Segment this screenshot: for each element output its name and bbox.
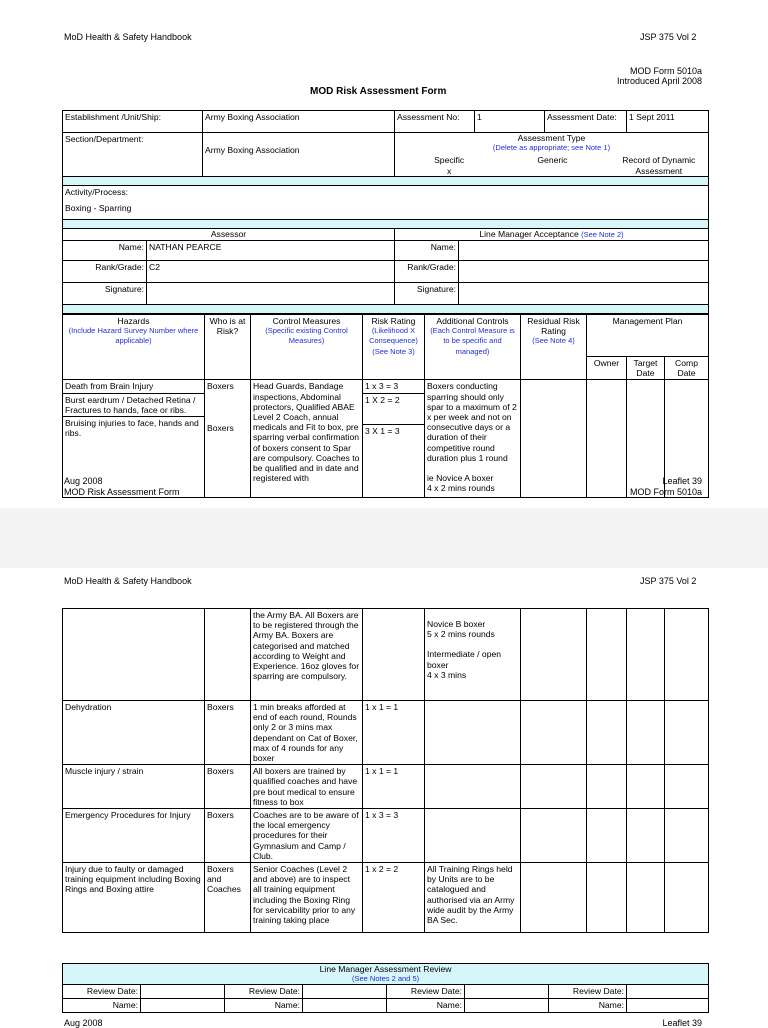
assessor-rank-value: C2 [147,261,395,283]
col-risk-note: (Likelihood X Consequence) [369,326,418,346]
header-right: JSP 375 Vol 2 [640,32,697,42]
form-title: MOD Risk Assessment Form [310,86,447,97]
line-manager-label: Line Manager Acceptance [479,229,579,239]
comp-cell[interactable] [665,609,709,701]
review-name-label: Name: [225,999,303,1013]
specific-option[interactable] [395,155,503,175]
hazard-cell: Emergency Procedures for Injury [63,809,205,863]
control-cell: Coaches are to be aware of the local emergency procedures for their Gymnasium and Camp / Club. [251,809,363,863]
review-title: Line Manager Assessment Review [319,964,452,974]
col-additional [425,315,521,380]
manager-rank-label: Rank/Grade: [395,261,459,283]
review-date-label: Review Date: [225,985,303,999]
risk-a: 1 x 3 = 3 [363,380,424,393]
activity-label: Activity/Process: [65,186,129,197]
target-cell[interactable] [627,765,665,809]
review-date-field[interactable] [627,985,709,999]
additional-text-3: Intermediate / open boxer [427,649,502,670]
col-risk [363,315,425,380]
review-name-field[interactable] [465,999,549,1013]
assessment-no-value: 1 [475,111,545,133]
assessor-table [62,228,709,314]
owner-cell[interactable] [587,701,627,765]
target-cell[interactable] [627,863,665,933]
review-name-label: Name: [387,999,465,1013]
who-cell: Boxers [205,701,251,765]
risk-cell: 1 x 3 = 3 [363,809,425,863]
additional-text: Novice B boxer [427,619,486,629]
assessment-date-value: 1 Sept 2011 [627,111,709,133]
who-a: Boxers [207,381,234,392]
target-cell[interactable] [627,809,665,863]
hazard-cell: Muscle injury / strain [63,765,205,809]
header-right: JSP 375 Vol 2 [640,576,697,586]
owner-cell[interactable] [587,863,627,933]
control-cell: Head Guards, Bandage inspections, Abdominal protectors, Qualified ABAE Level 2 Coach, annual medicals and Fit to box, pre sparring verbal confirmation of boxers consent to Spar are compulsory. Coaches to be qualified and in date and registered with [251,380,363,498]
who-cell [205,380,251,498]
comp-cell[interactable] [665,863,709,933]
table-row [63,765,709,809]
col-risk-label: Risk Rating [371,316,416,326]
assessor-rank-label: Rank/Grade: [63,261,147,283]
risk-cell [363,609,425,701]
who-c: Boxers [207,423,234,434]
spacer-row [63,305,709,314]
page-1 [0,0,768,508]
activity-value: Boxing - Sparring [65,203,132,214]
col-risk-note2: (See Note 3) [372,346,415,356]
target-cell[interactable] [627,701,665,765]
table-row [63,809,709,863]
assessment-no-label: Assessment No: [395,111,475,133]
risk-cell: 1 x 1 = 1 [363,701,425,765]
col-residual [521,315,587,380]
col-hazards-label: Hazards [117,316,150,326]
owner-cell[interactable] [587,609,627,701]
table-row [63,701,709,765]
assessor-heading: Assessor [63,229,395,241]
hazard-b: Burst eardrum / Detached Retina / Fractures to hands, face or ribs. [63,394,204,417]
review-name-field[interactable] [303,999,387,1013]
col-control-label: Control Measures [272,316,341,326]
review-heading [63,964,709,985]
assessment-type-note: (Delete as appropriate; see Note 1) [492,143,611,153]
comp-cell[interactable] [665,765,709,809]
assessment-type-cell [395,133,709,177]
manager-name-value[interactable] [459,241,709,261]
who-cell [205,609,251,701]
hazard-cell: Injury due to faulty or damaged training equipment including Boxing Rings and Boxing attire [63,863,205,933]
owner-cell[interactable] [587,809,627,863]
additional-text-2: ie Novice A boxer [427,473,494,484]
col-hazards [63,315,205,380]
hazard-a: Death from Brain Injury [63,380,204,393]
footer-left-2: MOD Risk Assessment Form [64,487,180,497]
residual-cell[interactable] [521,701,587,765]
specific-mark: x [446,165,452,176]
table-row [63,863,709,933]
review-date-field[interactable] [141,985,225,999]
establishment-label: Establishment /Unit/Ship: [63,111,203,133]
introduced-date: Introduced April 2008 [616,76,702,86]
target-cell[interactable] [627,609,665,701]
footer-right-1: Leaflet 39 [662,476,702,486]
page-2 [0,568,768,1028]
manager-signature-label: Signature: [395,283,459,305]
activity-cell [63,185,709,219]
review-date-label: Review Date: [549,985,627,999]
section-label: Section/Department: [63,133,203,177]
hazard-cell [63,609,205,701]
risk-c: 3 X 1 = 3 [365,425,400,436]
header-left: MoD Health & Safety Handbook [64,32,192,42]
assessment-info-table [62,110,709,229]
review-date-label: Review Date: [63,985,141,999]
col-residual-note: (See Note 4) [532,336,575,346]
footer-right: Leaflet 39 [662,1018,702,1028]
assessor-name-value: NATHAN PEARCE [147,241,395,261]
control-cell: 1 min breaks afforded at end of each round, Rounds only 2 or 3 mins max dependant on Cat of Boxer, max of 4 rounds for any boxer [251,701,363,765]
review-name-field[interactable] [627,999,709,1013]
who-cell: Boxers [205,765,251,809]
review-note: (See Notes 2 and 5) [351,974,420,984]
comp-cell[interactable] [665,701,709,765]
dynamic-option[interactable]: Record of Dynamic Assessment [622,155,696,176]
review-name-label: Name: [63,999,141,1013]
hazards-table-page2 [62,608,709,933]
hazard-c: Bruising injuries to face, hands and ribs. [65,418,199,439]
footer-left: Aug 2008 [64,1018,103,1028]
additional-cell [425,765,521,809]
review-name-label: Name: [549,999,627,1013]
additional-cell [425,701,521,765]
hazard-cell: Dehydration [63,701,205,765]
col-control-note: (Specific existing Control Measures) [265,326,348,346]
who-cell: Boxers [205,809,251,863]
control-cell: the Army BA. All Boxers are to be registered through the Army BA. Boxers are categorised and matched according to Weight and Experience. 16oz gloves for sparring are compulsory. [251,609,363,701]
additional-text: Boxers conducting sparring should only spar to a maximum of 2 x per week and not on consecutive days or a duration of their competitive round duration plus 1 round [427,381,517,463]
additional-cell [425,809,521,863]
additional-text-3: 4 x 2 mins rounds [427,483,495,494]
spacer-row [63,219,709,228]
risk-cell: 1 x 2 = 2 [363,863,425,933]
col-residual-label: Residual Risk Rating [527,316,580,337]
residual-cell[interactable] [521,765,587,809]
residual-cell[interactable] [521,863,587,933]
hazards-table-page1 [62,314,709,498]
col-target: Target Date [627,357,665,380]
assessor-signature-value[interactable] [147,283,395,305]
risk-cell: 1 x 1 = 1 [363,765,425,809]
line-manager-heading [395,229,709,241]
assessment-date-label: Assessment Date: [545,111,627,133]
header-left: MoD Health & Safety Handbook [64,576,192,586]
risk-cell [363,380,425,498]
risk-b: 1 X 2 = 2 [363,394,424,425]
col-control [251,315,363,380]
page-gap [0,508,768,568]
additional-cell [425,380,521,498]
table-row [63,609,709,701]
review-table [62,963,709,1013]
review-date-label: Review Date: [387,985,465,999]
footer-right-2: MOD Form 5010a [629,487,702,497]
assessor-name-label: Name: [63,241,147,261]
residual-cell[interactable] [521,609,587,701]
line-manager-note: (See Note 2) [581,230,624,239]
col-comp: Comp Date [665,357,709,380]
col-hazards-note: (Include Hazard Survey Number where applicable) [68,326,199,346]
col-who: Who is at Risk? [205,315,251,380]
generic-option[interactable]: Generic [537,155,568,166]
assessor-signature-label: Signature: [63,283,147,305]
who-cell: Boxers and Coaches [205,863,251,933]
residual-cell[interactable] [521,809,587,863]
additional-text-4: 4 x 3 mins [427,669,467,680]
col-additional-note: (Each Control Measure is to be specific and managed) [430,326,515,356]
control-cell: Senior Coaches (Level 2 and above) are to inspect all training equipment including the Boxing Ring for servicability prior to any training taking place [251,863,363,933]
form-number: MOD Form 5010a [629,66,702,76]
additional-cell [425,609,521,701]
owner-cell[interactable] [587,765,627,809]
review-date-field[interactable] [465,985,549,999]
review-name-field[interactable] [141,999,225,1013]
control-cell: All boxers are trained by qualified coaches and have pre bout medical to ensure fitness to box [251,765,363,809]
manager-name-label: Name: [395,241,459,261]
footer-left-1: Aug 2008 [64,476,103,486]
assessment-type-label: Assessment Type [517,133,586,143]
col-owner: Owner [587,357,627,380]
establishment-value: Army Boxing Association [203,111,395,133]
col-management-plan: Management Plan [587,315,709,357]
additional-text-2: 5 x 2 mins rounds [427,629,495,640]
spacer-row [63,176,709,185]
additional-cell: All Training Rings held by Units are to be catalogued and authorised via an Army wide audit by the Army BA Sec. [425,863,521,933]
review-date-field[interactable] [303,985,387,999]
section-value: Army Boxing Association [203,133,395,177]
manager-rank-value[interactable] [459,261,709,283]
specific-label: Specific [434,155,465,166]
manager-signature-value[interactable] [459,283,709,305]
col-additional-label: Additional Controls [436,316,509,326]
comp-cell[interactable] [665,809,709,863]
